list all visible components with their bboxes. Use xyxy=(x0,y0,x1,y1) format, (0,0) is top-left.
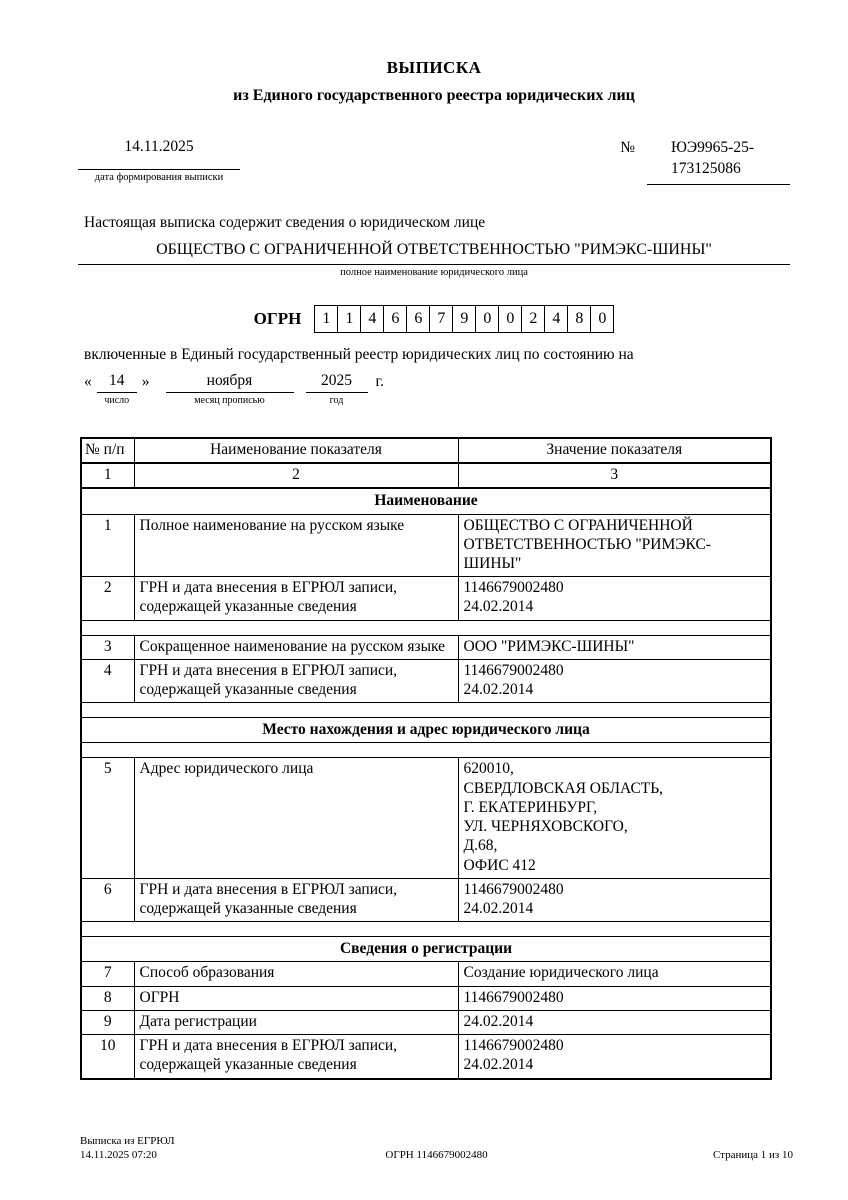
header-cell-value: Значение показателя xyxy=(458,438,771,463)
indicator-name: Адрес юридического лица xyxy=(134,758,458,878)
year-value: 2025 xyxy=(306,372,368,393)
row-number: 6 xyxy=(81,878,134,921)
ogrn-digit-box: 8 xyxy=(567,305,591,333)
close-quote: » xyxy=(141,372,150,390)
indicator-value: 1146679002480 24.02.2014 xyxy=(458,1035,771,1079)
indicator-value: ОБЩЕСТВО С ОГРАНИЧЕННОЙ ОТВЕТСТВЕННОСТЬЮ "РИМЭКС- ШИНЫ" xyxy=(458,514,771,577)
extract-number-block xyxy=(620,138,790,185)
indicator-name: ГРН и дата внесения в ЕГРЮЛ записи, содержащей указанные сведения xyxy=(134,659,458,702)
intro-text: Настоящая выписка содержит сведения о юридическом лице xyxy=(84,213,486,231)
spacer-row xyxy=(81,922,771,937)
spacer-row xyxy=(81,703,771,718)
ogrn-digit-box: 0 xyxy=(475,305,499,333)
table-row xyxy=(81,962,771,986)
indicator-value: 1146679002480 xyxy=(458,986,771,1010)
row-number: 1 xyxy=(81,514,134,577)
indicator-name: ОГРН xyxy=(134,986,458,1010)
row-number: 3 xyxy=(81,635,134,659)
table-row xyxy=(81,1010,771,1034)
ogrn-row xyxy=(78,305,790,333)
year-suffix: г. xyxy=(375,372,384,390)
company-name: ОБЩЕСТВО С ОГРАНИЧЕННОЙ ОТВЕТСТВЕННОСТЬЮ "РИМЭКС-ШИНЫ" xyxy=(78,241,790,265)
spacer-cell xyxy=(81,743,771,758)
section-header: Наименование xyxy=(81,488,771,514)
indicator-name: ГРН и дата внесения в ЕГРЮЛ записи, содержащей указанные сведения xyxy=(134,878,458,921)
table-row xyxy=(81,1035,771,1079)
table-row xyxy=(81,986,771,1010)
table-row xyxy=(81,758,771,878)
table-row xyxy=(81,577,771,620)
month-blank xyxy=(166,372,294,406)
indicator-value: Создание юридического лица xyxy=(458,962,771,986)
indicator-value: 1146679002480 24.02.2014 xyxy=(458,878,771,921)
table-row xyxy=(81,514,771,577)
indicator-value: 620010, СВЕРДЛОВСКАЯ ОБЛАСТЬ, Г. ЕКАТЕРИНБУРГ, УЛ. ЧЕРНЯХОВСКОГО, Д.68, ОФИС 412 xyxy=(458,758,771,878)
ogrn-digit-box: 1 xyxy=(314,305,338,333)
header-cell-num: № п/п xyxy=(81,438,134,463)
doc-title: ВЫПИСКА xyxy=(386,58,482,77)
spacer-cell xyxy=(81,620,771,635)
included-line: включенные в Единый государственный реестр юридических лиц по состоянию на xyxy=(84,345,634,363)
doc-subtitle: из Единого государственного реестра юридических лиц xyxy=(233,87,635,104)
meta-row xyxy=(78,138,790,185)
formation-date-label: дата формирования выписки xyxy=(94,172,224,183)
extract-number-line1: ЮЭ9965-25- xyxy=(671,139,754,156)
section-header-row xyxy=(81,488,771,514)
year-blank xyxy=(306,372,368,406)
ogrn-digit-box: 2 xyxy=(521,305,545,333)
table-row xyxy=(81,878,771,921)
as-of-date-row xyxy=(84,372,790,406)
year-label: год xyxy=(329,394,344,406)
row-number: 2 xyxy=(81,577,134,620)
formation-date: 14.11.2025 xyxy=(78,138,240,170)
extract-number-line2: 173125086 xyxy=(671,159,741,177)
register-table-body xyxy=(81,488,771,1078)
day-value: 14 xyxy=(97,372,137,393)
indicator-value: 1146679002480 24.02.2014 xyxy=(458,659,771,702)
section-header-row xyxy=(81,718,771,743)
register-table xyxy=(80,437,772,1080)
number-sign: № xyxy=(620,139,635,156)
column-number-row xyxy=(81,463,771,488)
formation-date-block xyxy=(78,138,240,183)
extract-number xyxy=(647,138,790,185)
row-number: 7 xyxy=(81,962,134,986)
colnum-2: 2 xyxy=(134,463,458,488)
indicator-name: Дата регистрации xyxy=(134,1010,458,1034)
month-value: ноября xyxy=(166,372,294,393)
colnum-3: 3 xyxy=(458,463,771,488)
ogrn-digit-box: 9 xyxy=(452,305,476,333)
indicator-name: ГРН и дата внесения в ЕГРЮЛ записи, содержащей указанные сведения xyxy=(134,577,458,620)
table-header-row xyxy=(81,438,771,463)
table-row xyxy=(81,635,771,659)
ogrn-digit-box: 6 xyxy=(406,305,430,333)
spacer-cell xyxy=(81,922,771,937)
header-cell-name: Наименование показателя xyxy=(134,438,458,463)
row-number: 8 xyxy=(81,986,134,1010)
footer-left xyxy=(80,1134,318,1163)
day-label: число xyxy=(104,394,130,406)
ogrn-label: ОГРН xyxy=(253,308,302,328)
company-name-label: полное наименование юридического лица xyxy=(340,266,528,278)
indicator-name: Полное наименование на русском языке xyxy=(134,514,458,577)
page-footer xyxy=(80,1134,793,1163)
footer-page-info: Страница 1 из 10 xyxy=(712,1149,794,1162)
indicator-value: ООО "РИМЭКС-ШИНЫ" xyxy=(458,635,771,659)
footer-ogrn: ОГРН 1146679002480 xyxy=(385,1149,488,1162)
section-header-row xyxy=(81,937,771,962)
row-number: 10 xyxy=(81,1035,134,1079)
ogrn-digit-box: 7 xyxy=(429,305,453,333)
section-header: Сведения о регистрации xyxy=(81,937,771,962)
day-blank xyxy=(97,372,137,406)
indicator-name: Сокращенное наименование на русском языке xyxy=(134,635,458,659)
section-header: Место нахождения и адрес юридического лица xyxy=(81,718,771,743)
indicator-value: 24.02.2014 xyxy=(458,1010,771,1034)
spacer-cell xyxy=(81,703,771,718)
table-row xyxy=(81,659,771,702)
spacer-row xyxy=(81,743,771,758)
indicator-name: Способ образования xyxy=(134,962,458,986)
ogrn-digit-box: 1 xyxy=(337,305,361,333)
row-number: 9 xyxy=(81,1010,134,1034)
ogrn-digit-box: 4 xyxy=(360,305,384,333)
footer-generated-at: 14.11.2025 07:20 xyxy=(80,1149,157,1162)
row-number: 4 xyxy=(81,659,134,702)
ogrn-digit-box: 6 xyxy=(383,305,407,333)
ogrn-digit-boxes xyxy=(314,305,614,333)
row-number: 5 xyxy=(81,758,134,878)
footer-doc-type: Выписка из ЕГРЮЛ xyxy=(80,1135,175,1147)
ogrn-digit-box: 4 xyxy=(544,305,568,333)
colnum-1: 1 xyxy=(81,463,134,488)
ogrn-digit-box: 0 xyxy=(498,305,522,333)
spacer-row xyxy=(81,620,771,635)
open-quote: « xyxy=(84,372,92,390)
month-label: месяц прописью xyxy=(194,394,265,406)
indicator-value: 1146679002480 24.02.2014 xyxy=(458,577,771,620)
ogrn-digit-box: 0 xyxy=(590,305,614,333)
indicator-name: ГРН и дата внесения в ЕГРЮЛ записи, содержащей указанные сведения xyxy=(134,1035,458,1079)
